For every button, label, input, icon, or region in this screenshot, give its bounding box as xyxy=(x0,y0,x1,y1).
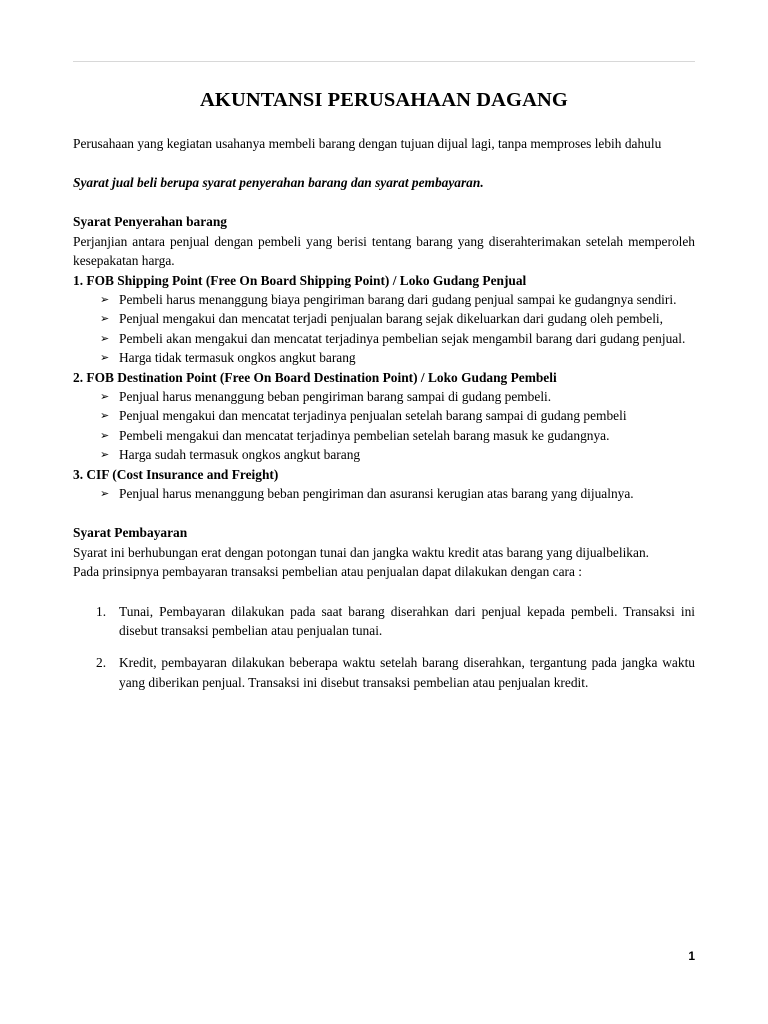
pembayaran-text: Syarat ini berhubungan erat dengan potongan tunai dan jangka waktu kredit atas barang yang dijualbelikan. xyxy=(73,544,649,560)
list-item: ➢ Pembeli harus menanggung biaya pengiriman barang dari gudang penjual sampai ke gudangnya sendiri. xyxy=(73,290,695,309)
list-item: ➢ Pembeli mengakui dan mencatat terjadinya pembelian setelah barang masuk ke gudangnya. xyxy=(73,426,695,445)
arrow-bullet-icon: ➢ xyxy=(100,448,110,462)
pembayaran-list xyxy=(73,602,695,693)
penyerahan-text: Perjanjian antara penjual dengan pembeli yang berisi tentang barang yang diserahterimakan setelah memperoleh kesepakatan harga. xyxy=(73,233,695,269)
cif-heading: 3. CIF (Cost Insurance and Freight) xyxy=(73,466,279,482)
list-item: 1. Tunai, Pembayaran dilakukan pada saat barang diserahkan dari penjual kepada pembeli. Transaksi ini disebut transaksi pembelian atau penjualan tunai. xyxy=(96,603,695,639)
list-item: ➢ Pembeli akan mengakui dan mencatat terjadinya pembelian sejak mengambil barang dari gudang penjual. xyxy=(73,329,695,348)
document-title: AKUNTANSI PERUSAHAAN DAGANG xyxy=(200,89,568,111)
penyerahan-heading: Syarat Penyerahan barang xyxy=(73,214,227,230)
arrow-bullet-icon: ➢ xyxy=(100,428,110,442)
cif-list xyxy=(73,484,695,503)
fob-shipping-list xyxy=(73,290,695,368)
intro-paragraph: Perusahaan yang kegiatan usahanya membeli barang dengan tujuan dijual lagi, tanpa memproses lebih dahulu xyxy=(73,136,662,151)
list-item: 2. Kredit, pembayaran dilakukan beberapa waktu setelah barang diserahkan, tergantung pada jangka waktu yang diberikan penjual. Transaksi ini disebut transaksi pembelian atau penjualan kredit. xyxy=(96,655,695,690)
page-body xyxy=(73,0,695,1024)
page-number: 1 xyxy=(688,949,695,963)
list-item: ➢ Penjual mengakui dan mencatat terjadi penjualan barang sejak dikeluarkan dari gudang oleh pembeli, xyxy=(73,309,695,328)
arrow-bullet-icon: ➢ xyxy=(100,312,110,326)
fob-destination-list xyxy=(73,387,695,465)
list-item: ➢ Harga tidak termasuk ongkos angkut barang xyxy=(73,348,695,367)
fob-shipping-heading: 1. FOB Shipping Point (Free On Board Shipping Point) / Loko Gudang Penjual xyxy=(73,272,527,288)
arrow-bullet-icon: ➢ xyxy=(100,331,110,345)
arrow-bullet-icon: ➢ xyxy=(100,487,110,500)
pembayaran-cara: Pada prinsipnya pembayaran transaksi pembelian atau penjualan dapat dilakukan dengan cara : xyxy=(73,564,583,580)
arrow-bullet-icon: ➢ xyxy=(100,292,110,306)
list-item: ➢ Penjual harus menanggung beban pengiriman barang sampai di gudang pembeli. xyxy=(73,387,695,406)
syarat-jual-beli: Syarat jual beli berupa syarat penyerahan barang dan syarat pembayaran. xyxy=(73,174,484,190)
fob-destination-heading: 2. FOB Destination Point (Free On Board Destination Point) / Loko Gudang Pembeli xyxy=(73,369,557,385)
arrow-bullet-icon: ➢ xyxy=(100,409,110,423)
list-item: ➢ Harga sudah termasuk ongkos angkut barang xyxy=(73,445,695,464)
list-item: ➢ Penjual harus menanggung beban pengiriman dan asuransi kerugian atas barang yang dijualnya. xyxy=(73,484,695,503)
list-item: ➢ Penjual mengakui dan mencatat terjadinya penjualan setelah barang sampai di gudang pembeli xyxy=(73,406,695,425)
pembayaran-heading: Syarat Pembayaran xyxy=(73,525,188,541)
arrow-bullet-icon: ➢ xyxy=(100,351,110,365)
document-content xyxy=(73,134,695,692)
arrow-bullet-icon: ➢ xyxy=(100,389,110,403)
header-rule xyxy=(73,61,695,62)
